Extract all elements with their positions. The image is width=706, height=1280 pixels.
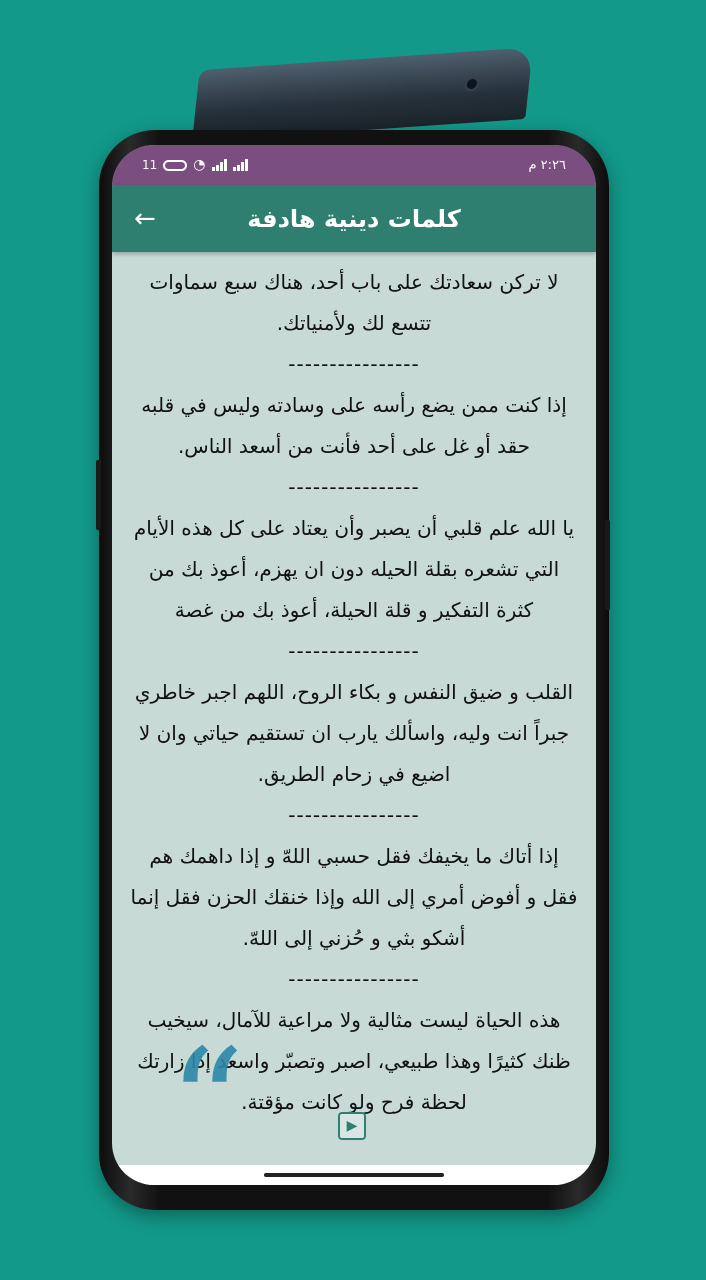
signal-icon bbox=[212, 159, 227, 171]
quote-mark-icon: “ bbox=[168, 1018, 245, 1192]
arrow-left-icon[interactable]: ← bbox=[134, 203, 156, 234]
quote-separator: ---------------- bbox=[288, 967, 420, 991]
play-icon[interactable]: ▶ bbox=[338, 1112, 366, 1140]
quote-item: إذا أتاك ما يخيفك فقل حسبي اللهّ و إذا داهمك هم فقل و أفوض أمري إلى الله وإذا خنقك الحزن فقل إنما أشكو بثي و حُزني إلى اللهّ. bbox=[130, 844, 578, 950]
quote-item: لا تركن سعادتك على باب أحد، هناك سبع سماوات تتسع لك ولأمنياتك. bbox=[149, 270, 559, 335]
phone-side-button bbox=[96, 460, 101, 530]
status-time: ٢:٢٦ م bbox=[528, 157, 566, 173]
quote-item: القلب و ضيق النفس و بكاء الروح، اللهم اجبر خاطري جبراً انت وليه، واسألك يارب ان تستقيم حياتي وان لا اضيع في زحام الطريق. bbox=[134, 680, 574, 786]
status-time-area bbox=[528, 158, 566, 173]
battery-icon bbox=[163, 160, 187, 171]
quotes-list[interactable] bbox=[112, 252, 596, 1177]
quote-item: إذا كنت ممن يضع رأسه على وسادته وليس في قلبه حقد أو غل على أحد فأنت من أسعد الناس. bbox=[141, 393, 567, 458]
signal-icon bbox=[233, 159, 248, 171]
camera-lens bbox=[466, 79, 477, 90]
quote-separator: ---------------- bbox=[288, 803, 420, 827]
phone-side-button bbox=[605, 520, 610, 610]
app-bar bbox=[112, 185, 596, 252]
app-title: كلمات دينية هادفة bbox=[247, 204, 461, 233]
phone-screen bbox=[112, 145, 596, 1192]
battery-level: 11 bbox=[142, 158, 158, 172]
quote-separator: ---------------- bbox=[288, 639, 420, 663]
quote-separator: ---------------- bbox=[288, 352, 420, 376]
quote-item: يا الله علم قلبي أن يصبر وأن يعتاد على كل هذه الأيام التي تشعره بقلة الحيله دون ان يهزم، أعوذ بك من كثرة التفكير و قلة الحيلة، أعوذ بك من غصة bbox=[133, 516, 575, 622]
popup-camera bbox=[192, 47, 533, 142]
status-bar bbox=[112, 145, 596, 185]
quote-item: هذه الحياة ليست مثالية ولا مراعية للآمال، سيخيب ظنك كثيرًا وهذا طبيعي، اصبر وتصبّر واسعد إذا زارتك لحظة فرح ولو كانت مؤقتة. bbox=[137, 1008, 571, 1114]
status-icons bbox=[142, 157, 248, 173]
wifi-icon: ◔ bbox=[193, 157, 206, 173]
home-indicator[interactable] bbox=[264, 1173, 444, 1177]
quote-separator: ---------------- bbox=[288, 475, 420, 499]
